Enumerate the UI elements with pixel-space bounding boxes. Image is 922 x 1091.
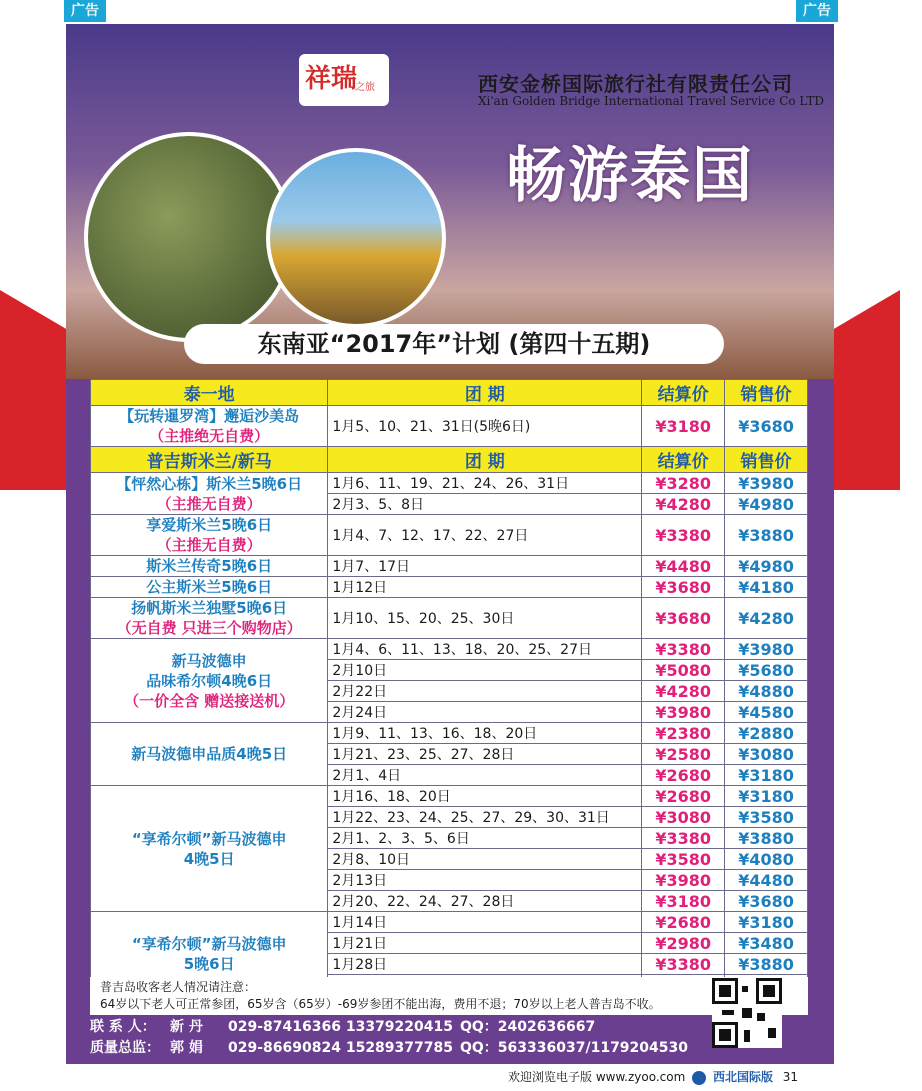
table-row — [91, 515, 808, 556]
tour-dates: 1月14日 — [328, 912, 642, 933]
tour-dates: 1月4、7、12、17、22、27日 — [328, 515, 642, 556]
sale-price: ¥5680 — [725, 660, 808, 681]
route-name — [91, 598, 328, 639]
route-title: 【玩转暹罗湾】邂逅沙美岛 — [119, 407, 300, 425]
settle-price: ¥3180 — [642, 406, 725, 447]
route-name — [91, 786, 328, 912]
contact-name: 郭 娟 — [170, 1040, 203, 1056]
settle-price: ¥3080 — [642, 807, 725, 828]
table-row — [91, 598, 808, 639]
sale-price: ¥3880 — [725, 515, 808, 556]
sale-price: ¥4180 — [725, 577, 808, 598]
brand-logo — [299, 54, 389, 106]
header-settle-price: 结算价 — [642, 380, 725, 406]
settle-price: ¥4280 — [642, 494, 725, 515]
contact-phone: 029-86690824 15289377785 — [228, 1040, 453, 1056]
tour-dates: 2月8、10日 — [328, 849, 642, 870]
settle-price: ¥4280 — [642, 681, 725, 702]
settle-price: ¥3980 — [642, 870, 725, 891]
tour-dates: 1月16、18、20日 — [328, 786, 642, 807]
route-name: 公主斯米兰5晚6日 — [91, 577, 328, 598]
tour-dates: 2月22日 — [328, 681, 642, 702]
sale-price: ¥4980 — [725, 556, 808, 577]
sale-price: ¥3080 — [725, 744, 808, 765]
header-settle-price: 结算价 — [642, 447, 725, 473]
company-name-en: Xi'an Golden Bridge International Travel Service Co LTD — [478, 94, 825, 108]
ad-tag-left: 广告 — [64, 0, 106, 22]
settle-price: ¥3580 — [642, 849, 725, 870]
sale-price: ¥3880 — [725, 954, 808, 975]
settle-price: ¥2380 — [642, 723, 725, 744]
tour-dates: 1月12日 — [328, 577, 642, 598]
settle-price: ¥3180 — [642, 891, 725, 912]
tour-dates: 1月28日 — [328, 954, 642, 975]
route-name — [91, 406, 328, 447]
settle-price: ¥3380 — [642, 954, 725, 975]
tour-dates: 1月5、10、21、31日(5晚6日) — [328, 406, 642, 447]
sale-price: ¥3980 — [725, 639, 808, 660]
headline: 畅游泰国 — [506, 141, 754, 211]
settle-price: ¥3380 — [642, 515, 725, 556]
tour-dates: 1月4、6、11、13、18、20、25、27日 — [328, 639, 642, 660]
settle-price: ¥3380 — [642, 828, 725, 849]
sale-price: ¥4980 — [725, 494, 808, 515]
tour-dates: 1月21日 — [328, 933, 642, 954]
footer-text: 欢迎浏览电子版 www.zyoo.com — [508, 1070, 686, 1084]
settle-price: ¥2680 — [642, 765, 725, 786]
contact-row — [90, 1038, 690, 1059]
elderly-notice — [90, 977, 808, 1015]
sale-price: ¥3880 — [725, 828, 808, 849]
table-row — [91, 639, 808, 660]
tour-dates: 1月10、15、20、25、30日 — [328, 598, 642, 639]
route-title: 【怦然心栋】斯米兰5晚6日 — [116, 474, 303, 493]
sale-price: ¥3580 — [725, 807, 808, 828]
route-note: （主推无自费） — [156, 536, 262, 554]
route-note: （主推无自费） — [156, 494, 262, 513]
route-title: 新马波德申 — [171, 651, 247, 670]
sale-price: ¥2880 — [725, 723, 808, 744]
header-sale-price: 销售价 — [725, 447, 808, 473]
table-row — [91, 577, 808, 598]
settle-price: ¥5080 — [642, 660, 725, 681]
company-name-cn: 西安金桥国际旅行社有限责任公司 — [478, 72, 793, 96]
route-note: （一价全含 赠送接送机） — [124, 691, 295, 710]
tour-dates: 2月3、5、8日 — [328, 494, 642, 515]
sale-price: ¥4580 — [725, 702, 808, 723]
table-header-row — [91, 380, 808, 406]
price-table-wrap — [90, 379, 808, 977]
side-tab-right — [832, 290, 921, 490]
page-footer — [508, 1068, 798, 1085]
settle-price: ¥2680 — [642, 786, 725, 807]
header-period: 团 期 — [328, 380, 642, 406]
route-title: “享希尔顿”新马波德申 — [131, 829, 287, 848]
route-note: （主推绝无自费） — [149, 427, 270, 445]
route-name — [91, 473, 328, 515]
table-row — [91, 786, 808, 807]
side-tab-left — [0, 290, 68, 490]
sale-price: ¥3680 — [725, 406, 808, 447]
table-row — [91, 406, 808, 447]
tour-dates: 2月13日 — [328, 870, 642, 891]
contact-qq: QQ：563336037/1179204530 — [460, 1040, 688, 1056]
route-name: 斯米兰传奇5晚6日 — [91, 556, 328, 577]
sale-price: ¥4080 — [725, 849, 808, 870]
settle-price: ¥3380 — [642, 639, 725, 660]
route-title: “享希尔顿”新马波德申 — [131, 934, 287, 953]
subtitle: 东南亚“2017年”计划 (第四十五期) — [184, 324, 724, 364]
route-name — [91, 515, 328, 556]
settle-price: ¥2580 — [642, 744, 725, 765]
price-table — [90, 379, 808, 996]
footer-edition: 西北国际版 — [712, 1070, 773, 1084]
globe-icon — [692, 1071, 706, 1085]
ad-tag-right: 广告 — [796, 0, 838, 22]
table-row — [91, 912, 808, 933]
tour-dates: 1月22、23、24、25、27、29、30、31日 — [328, 807, 642, 828]
header-route: 泰一地 — [91, 380, 328, 406]
table-row — [91, 556, 808, 577]
contact-label: 联 系 人： — [90, 1019, 156, 1035]
tour-dates: 1月9、11、13、16、18、20日 — [328, 723, 642, 744]
temple-photo — [266, 148, 446, 328]
tour-dates: 1月21、23、25、27、28日 — [328, 744, 642, 765]
settle-price: ¥3680 — [642, 577, 725, 598]
settle-price: ¥3680 — [642, 598, 725, 639]
table-row — [91, 723, 808, 744]
route-name — [91, 639, 328, 723]
page-number: 31 — [782, 1070, 799, 1084]
contact-row — [90, 1017, 690, 1038]
route-title: 扬帆斯米兰独墅5晚6日 — [131, 599, 288, 617]
header-route: 普吉斯米兰/新马 — [91, 447, 328, 473]
tour-dates: 2月20、22、24、27、28日 — [328, 891, 642, 912]
route-title-line2: 5晚6日 — [183, 954, 235, 973]
elephant-photo — [84, 132, 294, 342]
sale-price: ¥3980 — [725, 473, 808, 494]
tour-dates: 1月7、17日 — [328, 556, 642, 577]
poster — [66, 24, 834, 1064]
contact-phone: 029-87416366 13379220415 — [228, 1019, 453, 1035]
route-title-line2: 4晚5日 — [183, 849, 235, 868]
tour-dates: 2月10日 — [328, 660, 642, 681]
sale-price: ¥3180 — [725, 912, 808, 933]
settle-price: ¥2680 — [642, 912, 725, 933]
settle-price: ¥2980 — [642, 933, 725, 954]
settle-price: ¥3980 — [642, 702, 725, 723]
sale-price: ¥4880 — [725, 681, 808, 702]
tour-dates: 2月1、4日 — [328, 765, 642, 786]
contact-qq: QQ：2402636667 — [460, 1019, 596, 1035]
sale-price: ¥3180 — [725, 786, 808, 807]
settle-price: ¥4480 — [642, 556, 725, 577]
sale-price: ¥3180 — [725, 765, 808, 786]
tour-dates: 2月1、2、3、5、6日 — [328, 828, 642, 849]
brand-logo-sub: 之旅 — [355, 82, 375, 93]
notice-body: 64岁以下老人可正常参团，65岁含（65岁）-69岁参团不能出海，费用不退；70岁以上老人普吉岛不收。 — [100, 997, 661, 1011]
sale-price: ¥4480 — [725, 870, 808, 891]
route-note: （无自费 只进三个购物店） — [116, 619, 302, 637]
sale-price: ¥3680 — [725, 891, 808, 912]
header-sale-price: 销售价 — [725, 380, 808, 406]
tour-dates: 1月6、11、19、21、24、26、31日 — [328, 473, 642, 494]
contact-block — [90, 1017, 690, 1059]
contact-label: 质量总监： — [90, 1040, 160, 1056]
route-title: 享爱斯米兰5晚6日 — [146, 516, 273, 534]
sale-price: ¥3480 — [725, 933, 808, 954]
table-header-row — [91, 447, 808, 473]
header-period: 团 期 — [328, 447, 642, 473]
side-label-right: 祥瑞之旅 — [901, 360, 921, 428]
banner — [66, 24, 834, 379]
notice-title: 普吉岛收客老人情况请注意： — [100, 980, 257, 994]
contact-name: 新 丹 — [170, 1019, 203, 1035]
table-row — [91, 473, 808, 494]
settle-price: ¥3280 — [642, 473, 725, 494]
qr-code — [712, 978, 782, 1048]
route-name: 新马波德申品质4晚5日 — [91, 723, 328, 786]
route-title-line2: 品味希尔顿4晚6日 — [146, 671, 273, 690]
brand-logo-text: 祥瑞 — [305, 64, 358, 94]
sale-price: ¥4280 — [725, 598, 808, 639]
tour-dates: 2月24日 — [328, 702, 642, 723]
